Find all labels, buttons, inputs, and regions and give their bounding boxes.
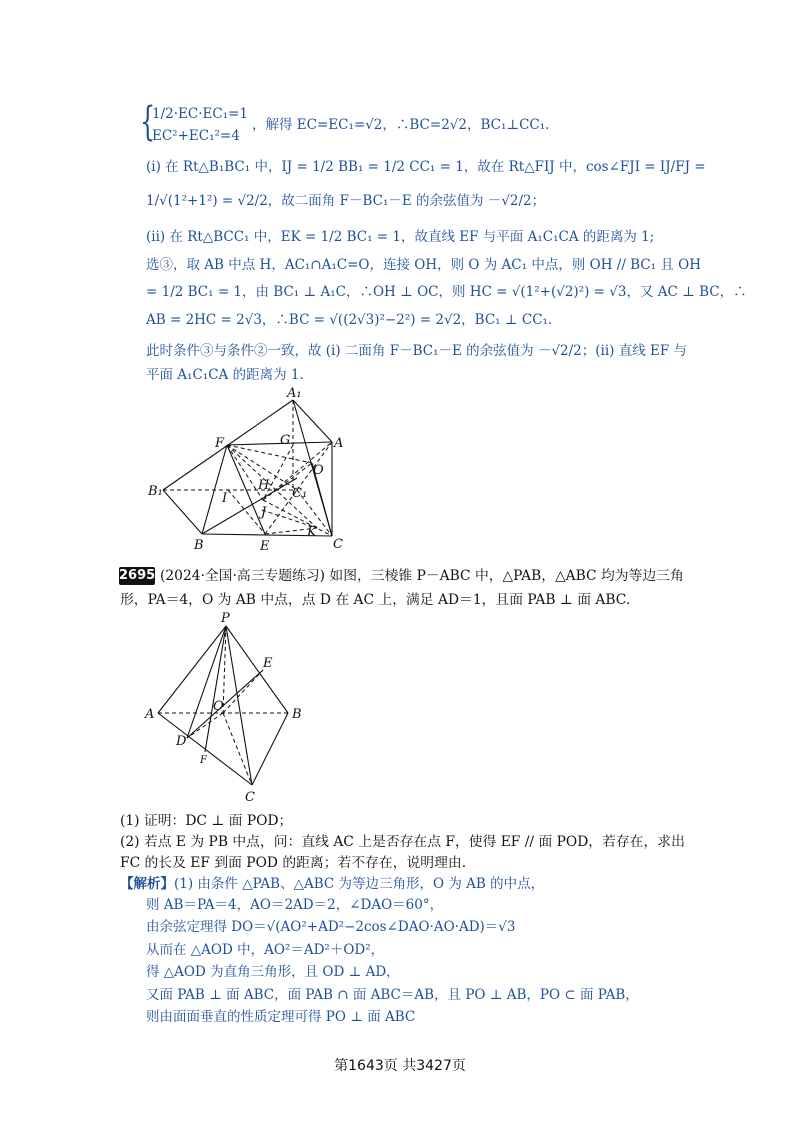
fig1-label-I: I <box>222 491 228 506</box>
condition3-line-3: AB = 2HC = 2√3，∴BC = √((2√3)²−2²) = 2√2，BC₁ ⊥ CC₁. <box>146 312 553 328</box>
fig2-label-F: F <box>200 755 207 766</box>
fig1-label-B1: B₁ <box>148 484 163 499</box>
problem-line-2: 形，PA＝4，O 为 AB 中点，点 D 在 AC 上，满足 AD＝1，且面 PAB ⊥ 面 ABC. <box>120 592 631 608</box>
fig1-label-H: H <box>258 478 270 493</box>
fig1-label-E: E <box>260 539 270 554</box>
fig2-label-E: E <box>263 656 273 671</box>
fig1-label-C: C <box>333 537 343 552</box>
fig1-label-B: B <box>194 538 204 553</box>
fig1-label-J: J <box>261 505 267 520</box>
fig2-label-O: O <box>213 699 224 714</box>
analysis-text-1: (1) 由条件 △PAB、△ABC 为等边三角形，O 为 AB 的中点， <box>174 876 545 892</box>
fig2-label-D: D <box>176 734 187 749</box>
system-line-1: 1/2·EC·EC₁=1 <box>152 106 248 122</box>
fig1-label-A: A <box>334 436 344 451</box>
analysis-line-3: 由余弦定理得 DO＝√(AO²+AD²−2cos∠DAO·AO·AD)＝√3 <box>146 919 516 935</box>
condition3-line-5: 平面 A₁C₁CA 的距离为 1. <box>146 367 304 383</box>
solution-i-line-2: 1/√(1²+1²) = √2/2，故二面角 F－BC₁－E 的余弦值为 －√2/2； <box>146 193 546 209</box>
system-line-2: EC²+EC₁²=4 <box>152 128 240 144</box>
condition3-line-2: = 1/2 BC₁ = 1，由 BC₁ ⊥ A₁C，∴OH ⊥ OC，则 HC = √(1²+(√2)²) = √3，又 AC ⊥ BC，∴ <box>146 284 747 300</box>
analysis-line-4: 从而在 △AOD 中，AO²＝AD²＋OD²， <box>146 942 385 958</box>
analysis-line-2: 则 AB＝PA＝4，AO＝2AD＝2，∠DAO＝60°， <box>146 897 444 913</box>
analysis-line-5: 得 △AOD 为直角三角形，且 OD ⊥ AD， <box>146 964 400 980</box>
analysis-line-6: 又面 PAB ⊥ 面 ABC，面 PAB ∩ 面 ABC＝AB，且 PO ⊥ AB，PO ⊂ 面 PAB， <box>146 987 639 1003</box>
analysis-label: 【解析】 <box>120 876 174 892</box>
page-footer: 第1643页 共3427页 <box>334 1058 466 1074</box>
question-2-line-2: FC 的长及 EF 到面 POD 的距离；若不存在，说明理由. <box>120 855 467 871</box>
system-brace: { <box>140 99 156 145</box>
fig1-label-O: O <box>313 463 324 478</box>
fig1-label-A1: A₁ <box>287 386 302 401</box>
fig1-label-G: G <box>280 433 291 448</box>
fig2-label-P: P <box>221 611 230 626</box>
tetrahedron-figure <box>140 605 320 805</box>
condition3-line-1: 选③，取 AB 中点 H，AC₁∩A₁C=O，连接 OH，则 O 为 AC₁ 中点，则 OH // BC₁ 且 OH <box>146 257 701 273</box>
fig1-label-C1: C₁ <box>292 486 308 501</box>
analysis-line-7: 则由面面垂直的性质定理可得 PO ⊥ 面 ABC <box>146 1009 416 1025</box>
solution-ii: (ii) 在 Rt△BCC₁ 中，EK = 1/2 BC₁ = 1，故直线 EF 与平面 A₁C₁CA 的距离为 1; <box>146 229 655 245</box>
system-result: ，解得 EC=EC₁=√2，∴BC=2√2，BC₁⊥CC₁. <box>252 117 550 133</box>
fig1-label-F: F <box>215 436 225 451</box>
fig2-label-A: A <box>145 707 155 722</box>
analysis-line-1 <box>120 875 544 893</box>
fig2-label-C: C <box>245 790 255 805</box>
prism-figure <box>140 385 360 560</box>
fig1-label-K: K <box>307 525 317 540</box>
problem-number-badge: 2695 <box>119 568 156 583</box>
condition3-line-4: 此时条件③与条件②一致，故 (i) 二面角 F－BC₁－E 的余弦值为 －√2/2；(ii) 直线 EF 与 <box>146 343 688 359</box>
question-2-line-1: (2) 若点 E 为 PB 中点，问：直线 AC 上是否存在点 F，使得 EF // 面 POD，若存在，求出 <box>120 834 685 850</box>
solution-i-line-1: (i) 在 Rt△B₁BC₁ 中，IJ = 1/2 BB₁ = 1/2 CC₁ = 1，故在 Rt△FIJ 中，cos∠FJI = IJ/FJ = <box>146 159 706 175</box>
question-1: (1) 证明：DC ⊥ 面 POD； <box>120 813 293 829</box>
problem-line-1: (2024·全国·高三专题练习) 如图，三棱锥 P－ABC 中，△PAB，△ABC 均为等边三角 <box>160 568 684 584</box>
fig2-label-B: B <box>292 707 302 722</box>
